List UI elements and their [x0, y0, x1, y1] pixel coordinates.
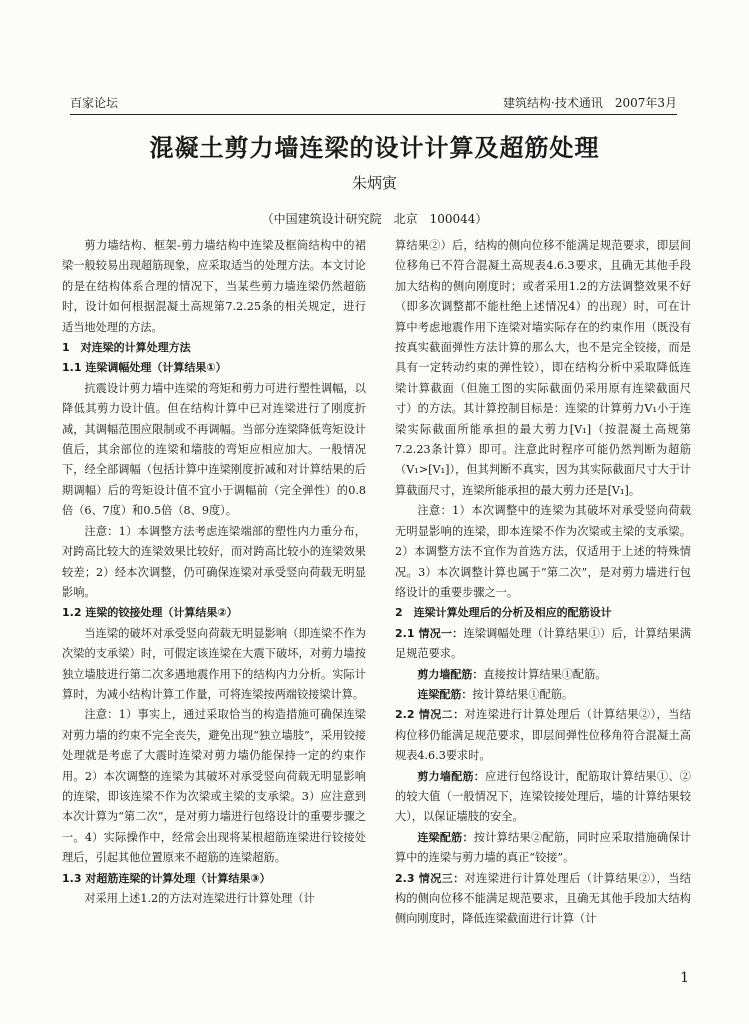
left-column	[62, 236, 366, 909]
note-paragraph: 注意：1）本调整方法考虑连梁端部的塑性内力重分布，对跨高比较大的连梁效果比较好，而对跨高比较小的连梁效果较差；2）经本次调整，仍可确保连梁对承受竖向荷载无明显影响。	[62, 524, 366, 599]
author: 朱炳寅	[351, 174, 397, 192]
journal-info: 建筑结构·技术通讯 2007年3月	[503, 96, 677, 110]
paragraph: 算结果②）后，结构的侧向位移不能满足规范要求，即层间位移角已不符合混凝土高规表4.6.3要求，且确无其他手段加大结构的侧向刚度时；或者采用1.2的方法调整效果不好（即多次调整都不能杜绝上述情况4）的出现）时，可在计算中考虑地震作用下连梁对墙实际存在的约束作用（既没有按真实截面弹性方法计算的那么大，也不是完全铰接，而是具有一定转动约束的弹性铰），即在结构分析中采取降低连梁计算截面（但施工图的实际截面仍采用原有连梁截面尺寸）的方法。其计算控制目标是：连梁的计算剪力V₁小于连梁实际截面所能承担的最大剪力[V₁]（按混凝土高规第7.2.23条计算）即可。注意此时程序可能仍然判断为超筋（V₁>[V₁]），但其判断不真实，因为其实际截面尺寸大于计算截面尺寸，连梁所能承担的最大剪力还是[V₁]。	[395, 239, 691, 497]
case-1-label: 2.1 情况一：	[395, 626, 464, 640]
running-header	[70, 88, 677, 115]
beam-rebar-label: 连梁配筋：	[417, 830, 474, 844]
subsection-heading-1-2: 1.2 连梁的铰接处理（计算结果②）	[62, 606, 238, 620]
section-heading-2: 2 连梁计算处理后的分析及相应的配筋设计	[395, 606, 612, 620]
paragraph: 抗震设计剪力墙中连梁的弯矩和剪力可进行塑性调幅，以降低其剪力设计值。但在结构计算中已对连梁进行了刚度折减，其调幅范围应限制或不再调幅。当部分连梁降低弯矩设计值后，其余部位的连梁和墙肢的弯矩应相应加大。一般情况下，经全部调幅（包括计算中连梁刚度折减和对计算结果的后期调幅）后的弯矩设计值不宜小于调幅前（完全弹性）的0.8倍（6、7度）和0.5倍（8、9度）。	[62, 381, 366, 518]
case-1-paragraph: 2.1 情况一：连梁调幅处理（计算结果①）后，计算结果满足规范要求。	[395, 626, 691, 661]
case-2-paragraph: 2.2 情况二：对连梁进行计算处理后（计算结果②），当结构位移仍能满足规范要求，即层间弹性位移角符合混凝土高规表4.6.3要求时。	[395, 708, 691, 763]
case-3-paragraph: 2.3 情况三：对连梁进行计算处理后（计算结果②），当结构的侧向位移不能满足规范要求，且确无其他手段加大结构侧向刚度时，降低连梁截面进行计算（计	[395, 871, 691, 926]
wall-rebar-label: 剪力墙配筋：	[417, 769, 486, 783]
beam-rebar-paragraph: 连梁配筋：按计算结果②配筋，同时应采取措施确保计算中的连梁与剪力墙的真正“铰接”。	[395, 830, 691, 865]
column-name: 百家论坛	[70, 96, 119, 110]
case-3-label: 2.3 情况三：	[395, 871, 465, 885]
wall-rebar-paragraph: 剪力墙配筋：应进行包络设计，配筋取计算结果①、②的较大值（一般情况下，连梁铰接处理后，墙的计算结果较大），以保证墙肢的安全。	[395, 769, 691, 824]
affiliation: （中国建筑设计研究院 北京 100044）	[261, 212, 488, 226]
wall-rebar-paragraph: 剪力墙配筋：直接按计算结果①配筋。	[417, 667, 607, 681]
subsection-heading-1-3: 1.3 对超筋连梁的计算处理（计算结果③）	[62, 871, 271, 885]
article-title: 混凝土剪力墙连梁的设计计算及超筋处理	[149, 134, 600, 162]
intro-paragraph: 剪力墙结构、框架-剪力墙结构中连梁及框筒结构中的裙梁一般较易出现超筋现象，应采取适当的处理方法。本文讨论的是在结构体系合理的情况下，当某些剪力墙连梁仍然超筋时，设计如何根据混凝土高规第7.2.25条的相关规定，进行适当地处理的方法。	[62, 239, 366, 334]
note-paragraph: 注意：1）本次调整中的连梁为其破坏对承受竖向荷载无明显影响的连梁，即本连梁不作为次梁或主梁的支承梁。2）本调整方法不宜作为首选方法，仅适用于上述的特殊情况。3）本次调整计算也属于“第二次”，是对剪力墙进行包络设计的重要步骤之一。	[395, 504, 691, 599]
note-paragraph: 注意：1）事实上，通过采取恰当的构造措施可确保连梁对剪力墙的约束不完全丧失，避免出现“独立墙肢”，采用铰接处理就是考虑了大震时连梁对剪力墙仍能保持一定的约束作用。2）本次调整的连梁为其破坏对承受竖向荷载无明显影响的连梁，即该连梁不作为次梁或主梁的支承梁。3）应注意到本次计算为“第二次”，是对剪力墙进行包络设计的重要步骤之一。4）实际操作中，经常会出现将某根超筋连梁进行铰接处理后，引起其他位置原来不超筋的连梁超筋。	[62, 708, 366, 865]
page-number: 1	[680, 970, 689, 986]
subsection-heading-1-1: 1.1 连梁调幅处理（计算结果①）	[62, 361, 227, 375]
paragraph: 对采用上述1.2的方法对连梁进行计算处理（计	[84, 892, 315, 905]
right-column	[395, 236, 691, 930]
section-heading-1: 1 对连梁的计算处理方法	[62, 341, 191, 355]
paragraph: 当连梁的破坏对承受竖向荷载无明显影响（即连梁不作为次梁的支承梁）时，可假定该连梁在大震下破坏，对剪力墙按独立墙肢进行第二次多遇地震作用下的结构内力分析。实际计算时，为减小结构计算工作量，可将连梁按两端铰接梁计算。	[62, 626, 366, 701]
wall-rebar-label: 剪力墙配筋：	[417, 667, 484, 681]
case-2-label: 2.2 情况二：	[395, 708, 465, 722]
beam-rebar-paragraph: 连梁配筋：按计算结果①配筋。	[417, 687, 574, 701]
beam-rebar-label: 连梁配筋：	[417, 687, 473, 701]
